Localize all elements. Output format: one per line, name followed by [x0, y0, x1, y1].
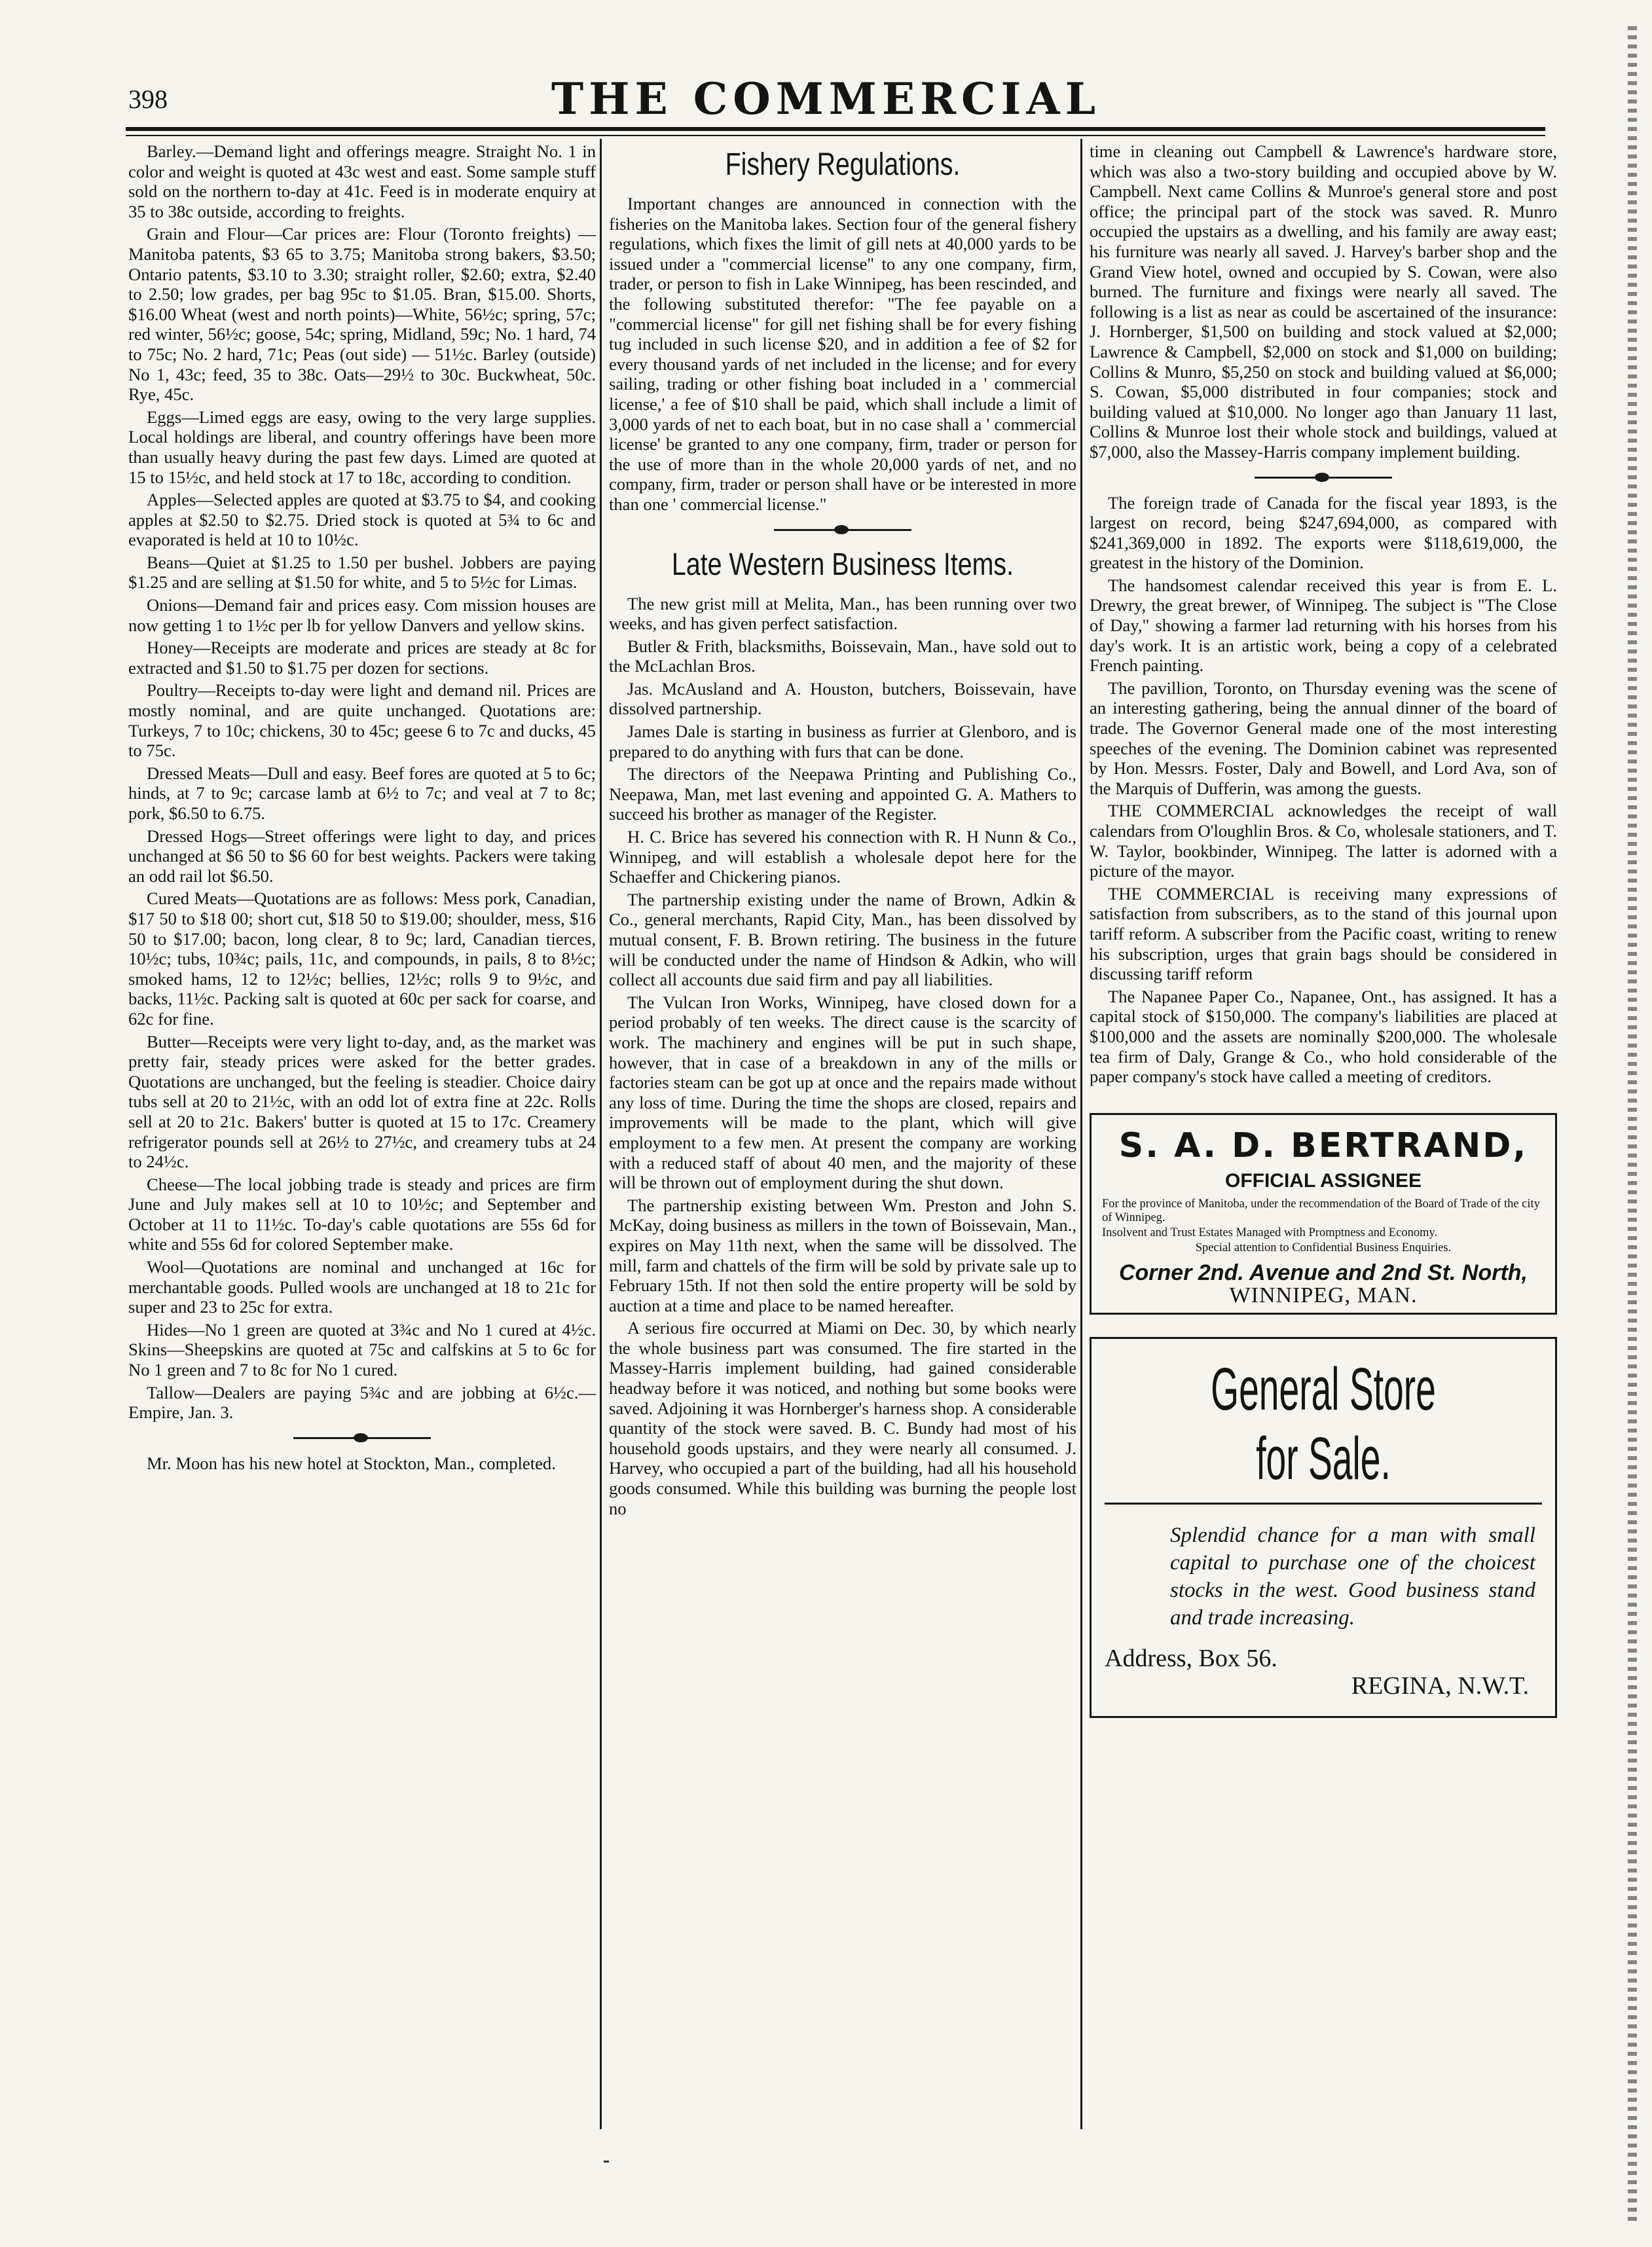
business-item: Jas. McAusland and A. Houston, butchers, Boissevain, have dissolved partnership.	[609, 678, 1076, 719]
news-item: time in cleaning out Campbell & Lawrence's hardware store, which was also a two-story building and occupied above by W. Campbell. Next came Collins & Munroe's general store and post office; the principal part of the stock was saved. R. Munro occupied the upstairs as a dwelling, and his family are away east; his furniture was nearly all saved. J. Harvey's barber shop and the Grand View hotel, owned and occupied by S. Cowan, were also burned. The furniture and fixings were nearly all saved. The following is a list as near as could be ascertained of the insurance: J. Hornberger, $1,500 on building and stock valued at $2,000; Lawrence & Campbell, $2,000 on stock and $1,000 on building; Collins & Munro, $5,250 on stock and building valued at $6,000; S. Cowan, $5,000 distributed in four companies; stock and building valued at $10,000. No longer ago than January 11 last, Collins & Munroe lost their whole stock and buildings, valued at $7,000, also the Massey-Harris company implement building.	[1090, 141, 1557, 462]
business-item: James Dale is starting in business as furrier at Glenboro, and is prepared to do anything with furs that can be done.	[609, 722, 1076, 761]
news-item: THE COMMERCIAL acknowledges the receipt of wall calendars from O'loughlin Bros. & Co, wholesale stationers, and T. W. Taylor, bookbinder, Winnipeg. The latter is adorned with a picture of the mayor.	[1090, 801, 1557, 881]
ad-title: General Store for Sale.	[1211, 1355, 1436, 1492]
masthead-title: THE COMMERCIAL	[551, 73, 1101, 124]
ad-text: Insolvent and Trust Estates Managed with Promptness and Economy.	[1102, 1226, 1438, 1240]
business-item: The Vulcan Iron Works, Winnipeg, have closed down for a period probably of ten weeks. The direct cause is the scarcity of work. The machinery and engines will be put in such shape, however, that in case of a breakdown in any of the mills or factories steam can be got up at once and the repairs made without any loss of time. During the time the shops are closed, repairs and improvements will be made to the plant, which will give employment to a few men. At present the company are working with a reduced staff of about 40 men, and the majority of these will be thrown out of employment during the shut down.	[609, 992, 1076, 1193]
news-item: The handsomest calendar received this year is from E. L. Drewry, the great brewer, of Winnipeg. The subject is "The Close of Day," showing a farmer lad returning with his horses from his day's work. It is an artistic work, being a copy of a celebrated French painting.	[1090, 575, 1557, 676]
market-item: Hides—No 1 green are quoted at 3¾c and No 1 cured at 4½c. Skins—Sheepskins are quoted at 75c and calfskins at 5 to 6c for No 1 green and 7 to 8c for No 1 cured.	[128, 1319, 596, 1380]
advertisement-general-store	[1090, 1337, 1557, 1718]
ad-title: OFFICIAL ASSIGNEE	[1224, 1169, 1422, 1192]
ad-address: Address, Box 56.	[1105, 1644, 1277, 1672]
heading-fishery: Fishery Regulations.	[725, 147, 961, 182]
market-item: Onions—Demand fair and prices easy. Com mission houses are now getting 1 to 1½c per lb for yellow Danvers and yellow skins.	[128, 595, 596, 635]
market-item: Wool—Quotations are nominal and unchanged at 16c for merchantable goods. Pulled wools are unchanged at 18 to 21c for super and 23 to 25c for extra.	[128, 1257, 596, 1317]
ad-address: Corner 2nd. Avenue and 2nd St. North,	[1118, 1260, 1528, 1286]
column-continued	[1090, 141, 1557, 1718]
business-item: The directors of the Neepawa Printing and Publishing Co., Neepawa, Man, met last evening and appointed G. A. Mathers to succeed his brother as manager of the Register.	[609, 764, 1076, 824]
scan-mark	[604, 2161, 609, 2163]
market-item: Barley.—Demand light and offerings meagre. Straight No. 1 in color and weight is quoted at 43c west and east. Some sample stuff sold on the northern to-day at 41c. Feed is in moderate enquiry at 35 to 38c outside, according to freights.	[128, 141, 596, 221]
market-item: Butter—Receipts were very light to-day, and, as the market was pretty fair, steady prices were asked for the better grades. Quotations are unchanged, but the feeling is steadier. Choice dairy tubs sell at 20 to 21½c, with an odd lot of extra fine at 22c. Rolls sell at 20 to 21c. Bakers' butter is quoted at 15 to 17c. Creamery refrigerator pounds sell at 26½ to 27½c, and creamery tubs at 24 to 24½c.	[128, 1031, 596, 1172]
market-item: Tallow—Dealers are paying 5¾c and are jobbing at 6½c.—Empire, Jan. 3.	[128, 1382, 596, 1423]
market-item: Cured Meats—Quotations are as follows: Mess pork, Canadian, $17 50 to $18 00; short cut, $18 50 to $19.00; shoulder, mess, $16 50 to $17.00; bacon, long clear, 8 to 9c; lard, Canadian tierces, 10½c; tubs, 10¾c; pails, 11c, and compounds, in pails, 8 to 8½c; smoked hams, 12 to 12½c; bellies, 12½c; rolls 9 to 9½c, and backs, 11½c. Packing salt is quoted at 60c per sack for coarse, and 62c for fine.	[128, 888, 596, 1029]
market-item: Beans—Quiet at $1.25 to 1.50 per bushel. Jobbers are paying $1.25 and are selling at $1.50 for white, and 5 to 5½c for Limas.	[128, 552, 596, 593]
heading-business-items: Late Western Business Items.	[671, 547, 1014, 582]
news-item: THE COMMERCIAL is receiving many expressions of satisfaction from subscribers, as to the stand of this journal upon tariff reform. A subscriber from the Pacific coast, writing to renew his subscription, urges that grain bags should be considered in discussing tariff reform	[1090, 883, 1557, 984]
market-item: Dressed Meats—Dull and easy. Beef fores are quoted at 5 to 6c; hinds, at 7 to 9c; carcase lamb at 6½ to 7c; and veal at 7 to 8c; pork, $6.50 to 6.75.	[128, 763, 596, 823]
market-item: Apples—Selected apples are quoted at $3.75 to $4, and cooking apples at $2.50 to $2.75. Dried stock is quoted at 5¾ to 6c and evaporated is held at 10 to 10½c.	[128, 490, 596, 550]
market-item: Poultry—Receipts to-day were light and demand nil. Prices are mostly nominal, and are quite unchanged. Quotations are: Turkeys, 7 to 10c; chickens, 30 to 45c; geese 6 to 7c and ducks, 45 to 75c.	[128, 680, 596, 761]
news-item: The Napanee Paper Co., Napanee, Ont., has assigned. It has a capital stock of $150,000. The company's liabilities are placed at $100,000 and the assets are nominally $200,000. The wholesale tea firm of Daly, Grange & Co., who hold considerable of the paper company's stock have called a meeting of creditors.	[1090, 986, 1557, 1087]
advertisement-bertrand	[1090, 1113, 1557, 1315]
business-item: The partnership existing between Wm. Preston and John S. McKay, doing business as millers in the town of Boissevain, Man., expires on May 11th next, when the same will be dissolved. The mill, farm and chattels of the firm will be sold by private sale up to February 15th. If not then sold the entire property will be sold by auction at a time and place to be named hereafter.	[609, 1195, 1076, 1315]
masthead-rule-thin	[126, 135, 1545, 136]
ad-city: WINNIPEG, MAN.	[1229, 1283, 1418, 1307]
market-item: Dressed Hogs—Street offerings were light to day, and prices unchanged at $6 50 to $6 60 for best weights. Packers were taking an odd rail lot $6.50.	[128, 826, 596, 886]
section-separator	[1255, 477, 1392, 479]
column-markets	[128, 141, 596, 1476]
ad-text: For the province of Manitoba, under the recommendation of the Board of Trade of the city of Winnipeg.	[1102, 1197, 1540, 1225]
ad-name: S. A. D. BERTRAND,	[1118, 1125, 1528, 1165]
business-item: Butler & Frith, blacksmiths, Boissevain, Man., have sold out to the McLachlan Bros.	[609, 636, 1076, 676]
business-item: A serious fire occurred at Miami on Dec. 30, by which nearly the whole business part was consumed. The fire started in the Massey-Harris implement building, had gained considerable headway before it was noticed, and nothing but some books were saved. Adjoining it was Hornberger's harness shop. A considerable quantity of the stock were saved. B. C. Bundy had most of his household goods upstairs, and they were nearly all consumed. J. Harvey, who occupied a part of the building, had all his household goods consumed. While this building was burning the people lost no	[609, 1318, 1076, 1518]
column-news	[609, 141, 1076, 1521]
masthead-rule-thick	[126, 127, 1545, 131]
market-item: Grain and Flour—Car prices are: Flour (Toronto freights) — Manitoba patents, $3 65 to 3.75; Manitoba strong bakers, $3.50; Ontario patents, $3.10 to 3.30; straight roller, $2.60; extra, $2.40 to 2.50; low grades, per bag 95c to $1.05. Bran, $15.00. Shorts, $16.00 Wheat (west and north points)—White, 56½c; spring, 57c; red winter, 56½c; goose, 54c; spring, Midland, 59c; No. 1 hard, 74 to 75c; No. 2 hard, 71c; Peas (out side) — 51½c. Barley (outside) No 1, 43c; feed, 35 to 38c. Oats—29½ to 30c. Buckwheat, 50c. Rye, 45c.	[128, 224, 596, 405]
fishery-text: Important changes are announced in connection with the fisheries on the Manitoba lakes. Section four of the general fishery regulations, which fixes the limit of gill nets at 40,000 yards to be issued under a "commercial license" to any one company, firm, trader, or person to fish in Lake Winnipeg, has been rescinded, and the following substituted therefor: "The fee payable on a "commercial license" for gill net fishing shall be for every fishing tug included in such license $20, and in addition a fee of $2 for every thousand yards of net included in the license; and for every sailing, trading or other fishing boat included in a ' commercial license,' a fee of $10 shall be paid, which shall include a limit of 3,000 yards of net to each boat, but in no case shall a ' commercial license' be granted to any one company, firm, trader or person for the use of more than in the whole 20,000 yards of net, and no company, firm, trader or person shall have or be interested in more than one ' commercial license."	[609, 194, 1076, 514]
section-separator	[293, 1437, 431, 1439]
column-divider	[600, 139, 602, 2129]
ad-body: Splendid chance for a man with small capital to purchase one of the choicest stocks in the west. Good business stand and trade increasing.	[1170, 1523, 1535, 1630]
news-item: The foreign trade of Canada for the fiscal year 1893, is the largest on record, being $247,694,000, as compared with $241,369,000 in 1892. The exports were $118,619,000, the greatest in the history of the Dominion.	[1090, 492, 1557, 573]
news-item: Mr. Moon has his new hotel at Stockton, Man., completed.	[147, 1453, 556, 1473]
column-divider	[1080, 139, 1082, 2129]
business-item: The partnership existing under the name of Brown, Adkin & Co., general merchants, Rapid City, Man., has been dissolved by mutual consent, F. B. Brown retiring. The business in the future will be conducted under the name of Hindson & Adkin, who will collect all accounts due said firm and pay all liabilities.	[609, 889, 1076, 990]
business-item: H. C. Brice has severed his connection with R. H Nunn & Co., Winnipeg, and will establish a wholesale depot here for the Schaeffer and Chickering pianos.	[609, 827, 1076, 887]
page-number: 398	[128, 84, 168, 114]
section-separator	[774, 529, 911, 531]
scan-edge	[1628, 26, 1637, 2226]
market-item: Cheese—The local jobbing trade is steady and prices are firm June and July makes sell at 10 to 10½c; and September and October at 11 to 11½c. To-day's cable quotations are 55s 6d for white and 55s 6d for colored September make.	[128, 1174, 596, 1254]
ad-rule	[1105, 1503, 1542, 1505]
ad-text: Special attention to Confidential Business Enquiries.	[1195, 1241, 1452, 1255]
market-item: Eggs—Limed eggs are easy, owing to the very large supplies. Local holdings are liberal, and country offerings have been more than usually heavy during the past few days. Limed are quoted at 15 to 15½c, and held stock at 17 to 18c, according to condition.	[128, 407, 596, 487]
news-item: The pavillion, Toronto, on Thursday evening was the scene of an interesting gathering, being the annual dinner of the board of trade. The Governor General made one of the most interesting speeches of the evening. The Dominion cabinet was represented by Hon. Messrs. Foster, Daly and Bowell, and Lord Ava, son of the Marquis of Dufferin, was among the guests.	[1090, 678, 1557, 798]
business-item: The new grist mill at Melita, Man., has been running over two weeks, and has given perfect satisfaction.	[609, 593, 1076, 634]
ad-city: REGINA, N.W.T.	[1351, 1672, 1529, 1700]
market-item: Honey—Receipts are moderate and prices are steady at 8c for extracted and $1.50 to $1.75 per dozen for sections.	[128, 638, 596, 678]
